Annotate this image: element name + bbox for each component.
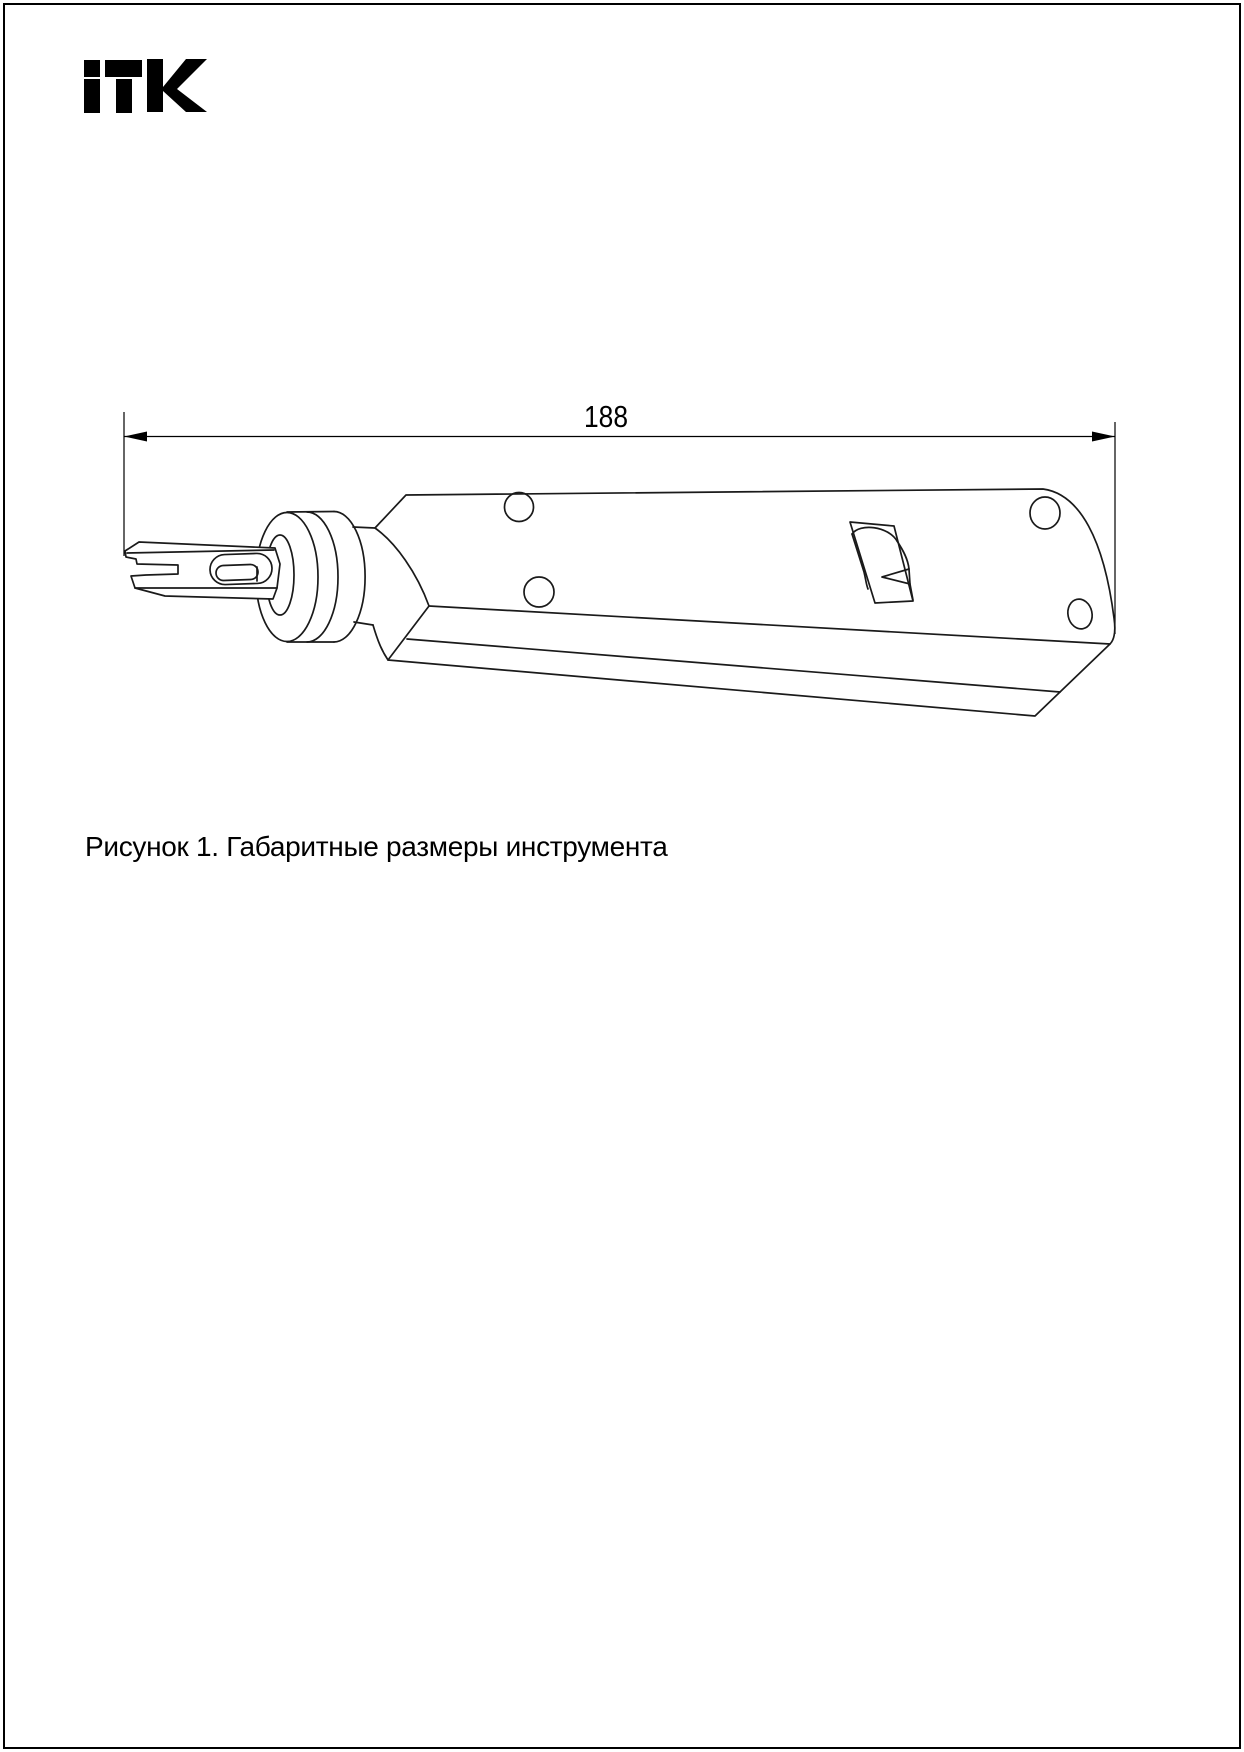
tool-lock-slot	[850, 522, 913, 603]
dimension-arrow-left-icon	[124, 432, 147, 442]
tool-handle-holes	[505, 493, 1095, 632]
dimension-value: 188	[584, 399, 628, 434]
tool-blade	[125, 542, 280, 599]
dimension-arrow-right-icon	[1092, 432, 1115, 442]
tool-handle	[373, 489, 1115, 716]
tool-neck	[353, 527, 375, 625]
figure-caption: Рисунок 1. Габаритные размеры инструмента	[85, 831, 668, 862]
punch-tool-drawing	[125, 489, 1115, 716]
